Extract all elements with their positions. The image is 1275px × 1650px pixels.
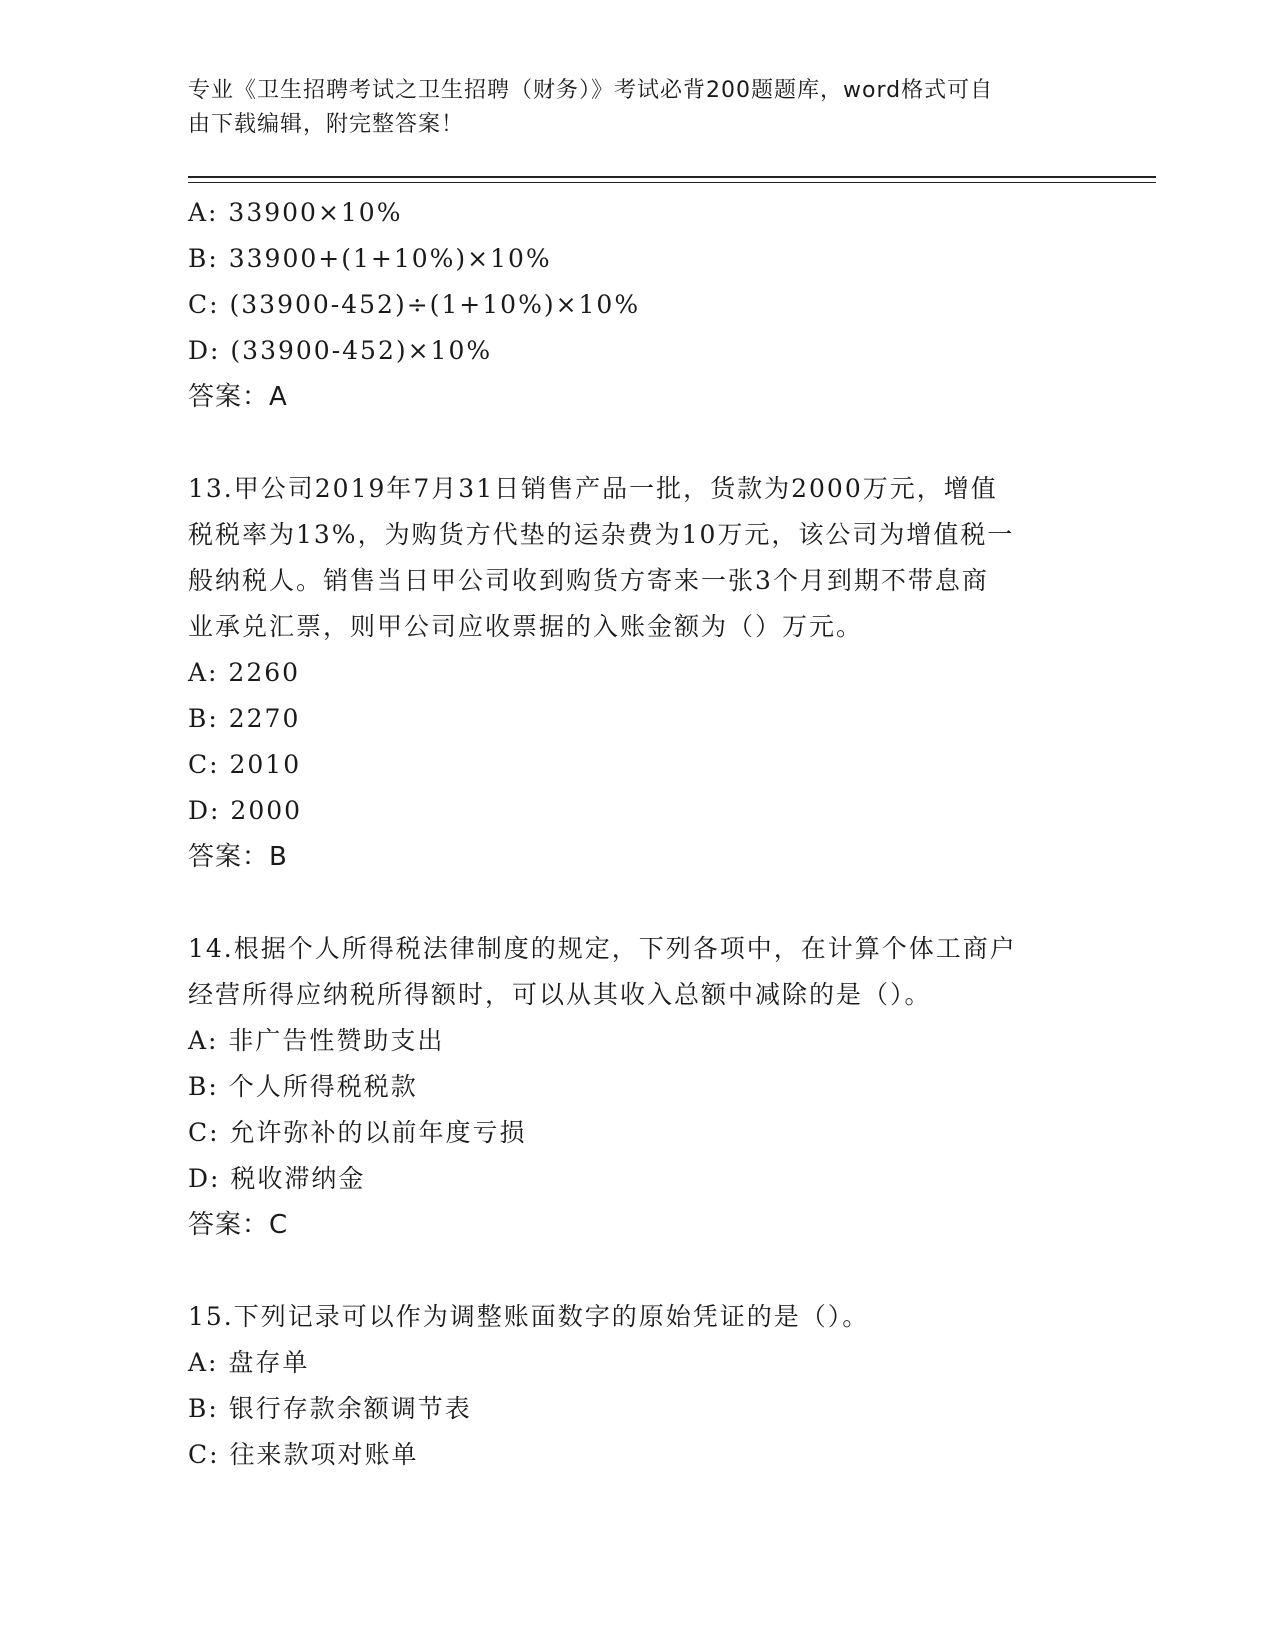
option-b: B: 33900+(1+10%)×10% xyxy=(188,244,552,273)
answer: 答案：A xyxy=(188,382,288,412)
option-d: D: 税收滞纳金 xyxy=(188,1164,366,1193)
spacer xyxy=(188,880,1078,926)
option-a: A: 2260 xyxy=(188,658,301,687)
option-a: A: 非广告性赞助支出 xyxy=(188,1026,445,1055)
header-line-1: 专业《卫生招聘考试之卫生招聘（财务）》考试必背200题题库，word格式可自 xyxy=(188,78,994,103)
option-a: A: 33900×10% xyxy=(188,198,403,227)
answer: 答案：B xyxy=(188,842,288,872)
question-stem-line: 经营所得应纳税所得额时，可以从其收入总额中减除的是（）。 xyxy=(188,980,932,1009)
option-c: C: (33900-452)÷(1+10%)×10% xyxy=(188,290,641,319)
question-content xyxy=(188,190,1078,1478)
option-a: A: 盘存单 xyxy=(188,1348,310,1377)
question-stem-line: 业承兑汇票，则甲公司应收票据的入账金额为（）万元。 xyxy=(188,612,864,641)
option-c: C: 允许弥补的以前年度亏损 xyxy=(188,1118,527,1147)
question-15 xyxy=(188,1294,1078,1478)
header-divider-thick xyxy=(188,176,1156,178)
question-stem-line: 14.根据个人所得税法律制度的规定，下列各项中，在计算个体工商户 xyxy=(188,934,1017,963)
option-d: D: 2000 xyxy=(188,796,303,825)
option-c: C: 2010 xyxy=(188,750,302,779)
option-b: B: 个人所得税税款 xyxy=(188,1072,418,1101)
spacer xyxy=(188,420,1078,466)
option-c: C: 往来款项对账单 xyxy=(188,1440,419,1469)
question-13 xyxy=(188,466,1078,880)
question-14 xyxy=(188,926,1078,1248)
header-line-2: 由下载编辑，附完整答案！ xyxy=(188,112,465,137)
question-stem-line: 15.下列记录可以作为调整账面数字的原始凭证的是（）。 xyxy=(188,1302,870,1331)
header-divider-thin xyxy=(188,182,1156,183)
option-d: D: (33900-452)×10% xyxy=(188,336,493,365)
document-header xyxy=(188,74,1068,142)
question-stem-line: 税税率为13%，为购货方代垫的运杂费为10万元，该公司为增值税一 xyxy=(188,520,1015,549)
question-12 xyxy=(188,190,1078,420)
spacer xyxy=(188,1248,1078,1294)
question-stem-line: 13.甲公司2019年7月31日销售产品一批，货款为2000万元，增值 xyxy=(188,474,998,503)
option-b: B: 银行存款余额调节表 xyxy=(188,1394,472,1423)
option-b: B: 2270 xyxy=(188,704,301,733)
question-stem-line: 般纳税人。销售当日甲公司收到购货方寄来一张3个月到期不带息商 xyxy=(188,566,989,595)
answer: 答案：C xyxy=(188,1210,289,1240)
